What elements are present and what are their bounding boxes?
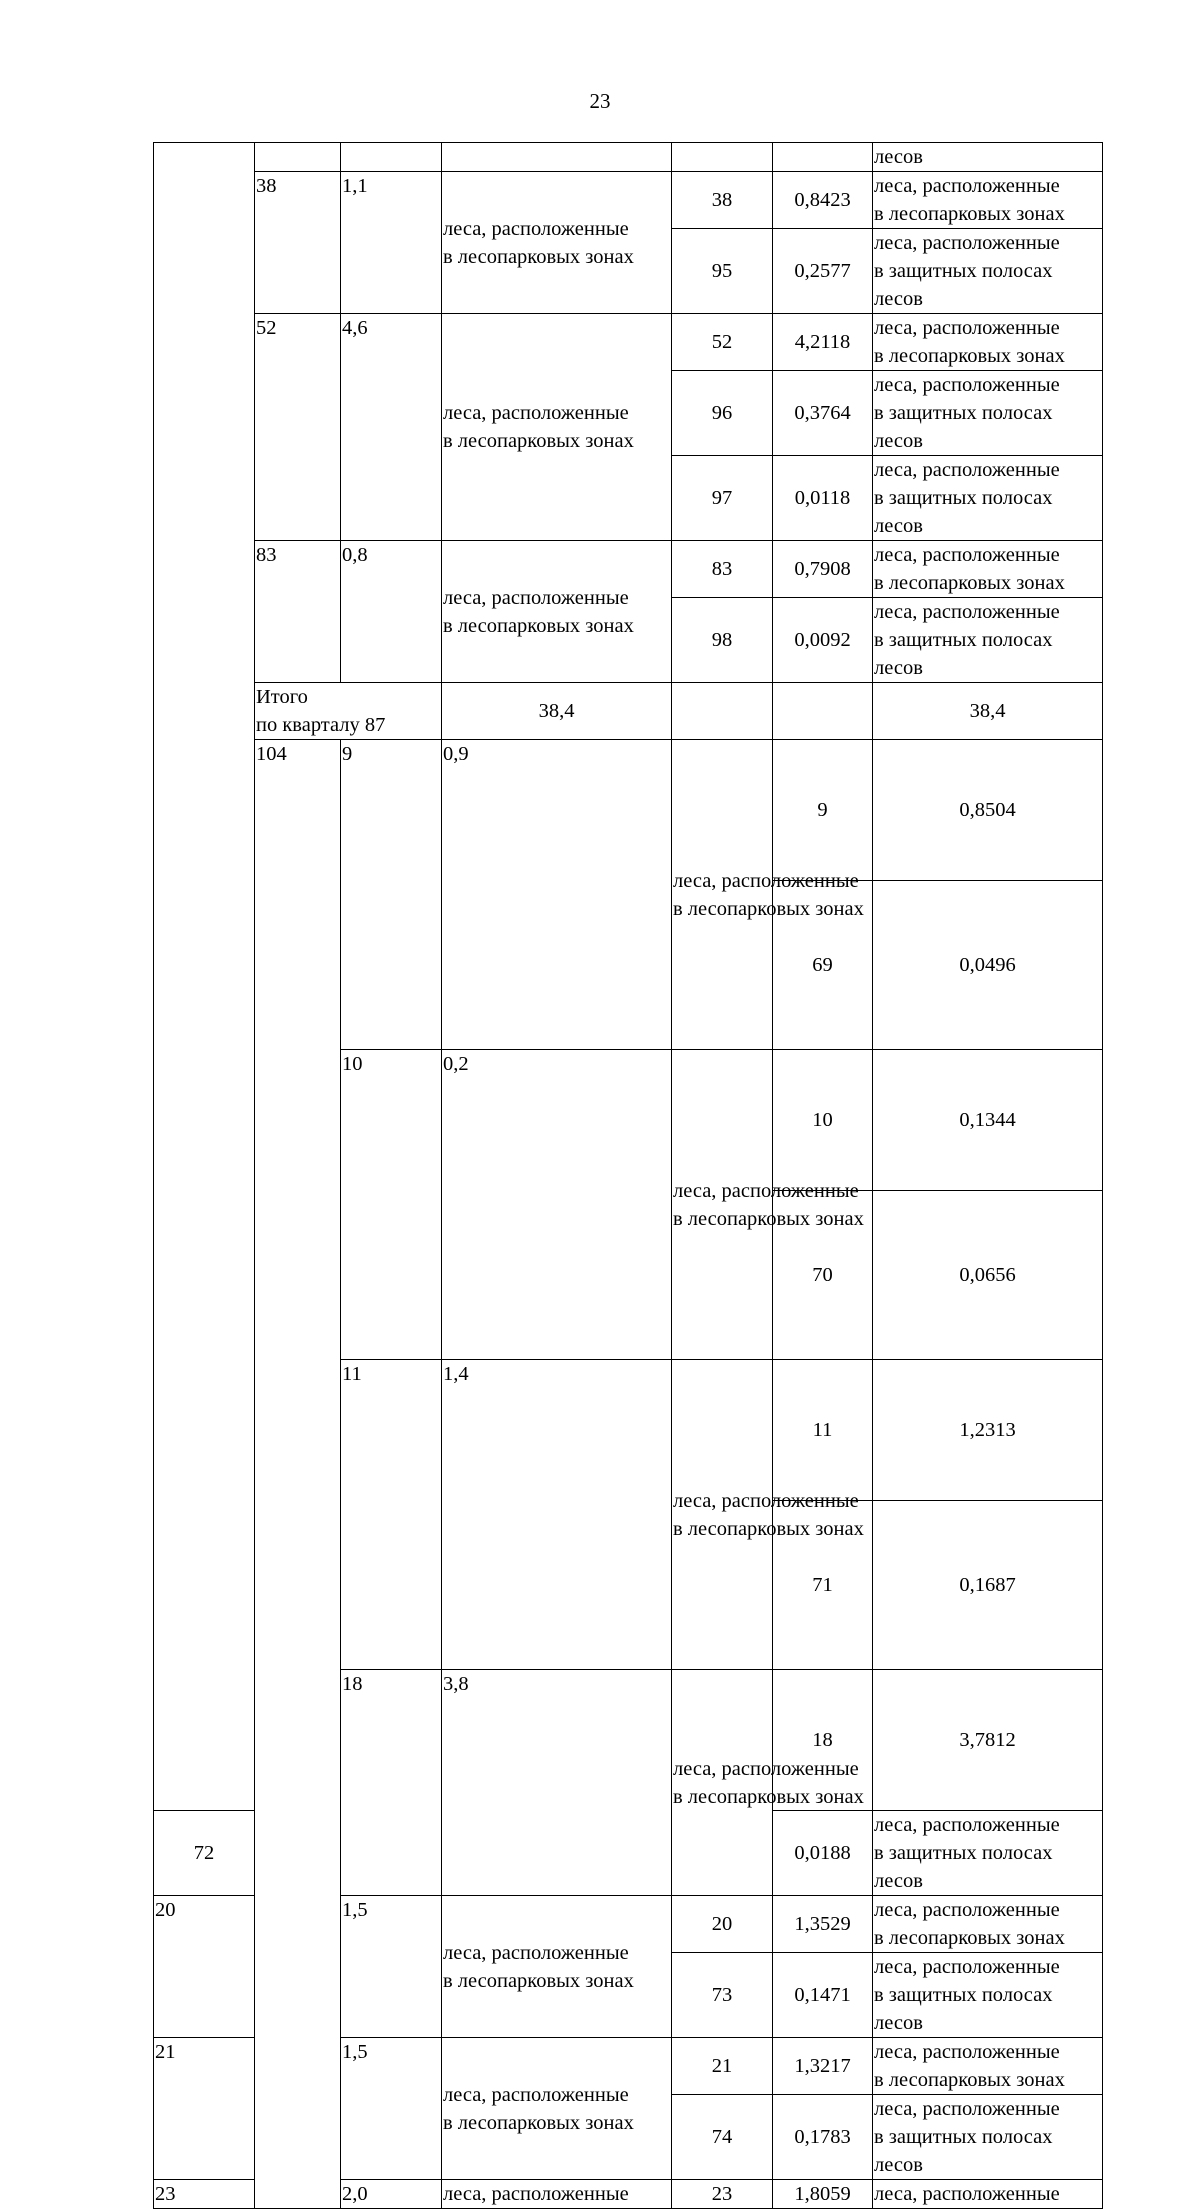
- category-cell: леса, расположенные в лесопарковых зонах: [873, 314, 1103, 371]
- category-cell: лесов: [873, 143, 1103, 172]
- category-cell: леса, расположенные в лесопарковых зонах: [873, 172, 1103, 229]
- kvartal-cell-continued: [154, 143, 255, 1811]
- subarea-cell: 0,8423: [773, 172, 873, 229]
- vydel-cell: 38: [255, 172, 341, 314]
- category-cell: леса, расположенные в защитных полосах лесов: [873, 2095, 1103, 2180]
- subvydel-cell: 83: [672, 541, 773, 598]
- page-number: 23: [589, 89, 611, 113]
- vydel-cell: 21: [154, 2038, 255, 2180]
- area-cell: 0,2: [442, 1050, 672, 1360]
- subvydel-cell: 10: [773, 1050, 873, 1191]
- total-label: Итого по кварталу 87: [255, 683, 442, 740]
- subvydel-cell: 52: [672, 314, 773, 371]
- subarea-cell: 0,1344: [873, 1050, 1103, 1191]
- category-cell: леса, расположенные в защитных полосах лесов: [873, 371, 1103, 456]
- purpose-cell: леса, расположенные в лесопарковых зонах: [442, 1896, 672, 2038]
- area-cell: 2,0: [341, 2180, 442, 2209]
- category-cell: леса, расположенные в лесопарковых зонах: [873, 1896, 1103, 1953]
- table-row: [154, 740, 1103, 881]
- vydel-cell: 10: [341, 1050, 442, 1360]
- category-cell: леса, расположенные в защитных полосах лесов: [873, 1811, 1103, 1896]
- subarea-cell: 0,2577: [773, 229, 873, 314]
- subarea-cell: 1,3217: [773, 2038, 873, 2095]
- subarea-cell: 0,0092: [773, 598, 873, 683]
- subvydel-cell: 38: [672, 172, 773, 229]
- subarea-cell: 1,3529: [773, 1896, 873, 1953]
- subarea-cell: 0,0496: [873, 881, 1103, 1050]
- subvydel-cell: 9: [773, 740, 873, 881]
- category-cell: леса, расположенные: [873, 2180, 1103, 2209]
- total-row: [154, 683, 1103, 740]
- table-row: [154, 541, 1103, 598]
- area-cell: 3,8: [442, 1670, 672, 1896]
- subvydel-cell: 72: [154, 1811, 255, 1896]
- subarea-cell: 1,2313: [873, 1360, 1103, 1501]
- category-cell: леса, расположенные в лесопарковых зонах: [873, 541, 1103, 598]
- purpose-cell: леса, расположенные в лесопарковых зонах: [442, 172, 672, 314]
- subvydel-cell: 21: [672, 2038, 773, 2095]
- total-sum: 38,4: [873, 683, 1103, 740]
- area-cell: 1,5: [341, 1896, 442, 2038]
- kvartal-cell: 104: [255, 740, 341, 2209]
- area-cell: 1,1: [341, 172, 442, 314]
- table-row: [154, 314, 1103, 371]
- subarea-cell: 0,0188: [773, 1811, 873, 1896]
- subarea-cell: 0,0118: [773, 456, 873, 541]
- purpose-cell: леса, расположенные в лесопарковых зонах: [442, 314, 672, 541]
- subvydel-cell: 71: [773, 1501, 873, 1670]
- subarea-cell: 4,2118: [773, 314, 873, 371]
- subvydel-cell: 98: [672, 598, 773, 683]
- area-cell: 0,8: [341, 541, 442, 683]
- subvydel-cell: 74: [672, 2095, 773, 2180]
- vydel-cell: 52: [255, 314, 341, 541]
- purpose-cell: леса, расположенные в лесопарковых зонах: [672, 1670, 773, 1896]
- subarea-cell: 1,8059: [773, 2180, 873, 2209]
- purpose-cell: леса, расположенные в лесопарковых зонах: [442, 2038, 672, 2180]
- forest-table: [153, 142, 1103, 2209]
- purpose-cell: леса, расположенные: [442, 2180, 672, 2209]
- category-cell: леса, расположенные в защитных полосах лесов: [873, 229, 1103, 314]
- category-cell: леса, расположенные в защитных полосах лесов: [873, 1953, 1103, 2038]
- subvydel-cell: 73: [672, 1953, 773, 2038]
- subarea-cell: 0,1471: [773, 1953, 873, 2038]
- vydel-cell: 11: [341, 1360, 442, 1670]
- purpose-cell: леса, расположенные в лесопарковых зонах: [442, 541, 672, 683]
- area-cell: 4,6: [341, 314, 442, 541]
- subarea-cell: 0,1783: [773, 2095, 873, 2180]
- vydel-cell: 23: [154, 2180, 255, 2209]
- subarea-cell: 0,1687: [873, 1501, 1103, 1670]
- subvydel-cell: 95: [672, 229, 773, 314]
- table-row: [154, 172, 1103, 229]
- category-cell: леса, расположенные в защитных полосах лесов: [873, 456, 1103, 541]
- purpose-cell: леса, расположенные в лесопарковых зонах: [672, 1360, 773, 1670]
- vydel-cell: 9: [341, 740, 442, 1050]
- category-cell: леса, расположенные в лесопарковых зонах: [873, 2038, 1103, 2095]
- subvydel-cell: 18: [773, 1670, 873, 1811]
- total-area: 38,4: [442, 683, 672, 740]
- subarea-cell: 3,7812: [873, 1670, 1103, 1811]
- subvydel-cell: 97: [672, 456, 773, 541]
- area-cell: 1,5: [341, 2038, 442, 2180]
- category-cell: леса, расположенные в защитных полосах лесов: [873, 598, 1103, 683]
- purpose-cell: леса, расположенные в лесопарковых зонах: [672, 740, 773, 1050]
- purpose-cell: леса, расположенные в лесопарковых зонах: [672, 1050, 773, 1360]
- area-cell: 0,9: [442, 740, 672, 1050]
- subvydel-cell: 96: [672, 371, 773, 456]
- subarea-cell: 0,8504: [873, 740, 1103, 881]
- subvydel-cell: 23: [672, 2180, 773, 2209]
- vydel-cell: 20: [154, 1896, 255, 2038]
- subarea-cell: 0,3764: [773, 371, 873, 456]
- subarea-cell: 0,0656: [873, 1191, 1103, 1360]
- subarea-cell: 0,7908: [773, 541, 873, 598]
- vydel-cell: 83: [255, 541, 341, 683]
- area-cell: 1,4: [442, 1360, 672, 1670]
- subvydel-cell: 20: [672, 1896, 773, 1953]
- table-row: [154, 143, 1103, 172]
- subvydel-cell: 69: [773, 881, 873, 1050]
- subvydel-cell: 70: [773, 1191, 873, 1360]
- subvydel-cell: 11: [773, 1360, 873, 1501]
- vydel-cell: 18: [341, 1670, 442, 1896]
